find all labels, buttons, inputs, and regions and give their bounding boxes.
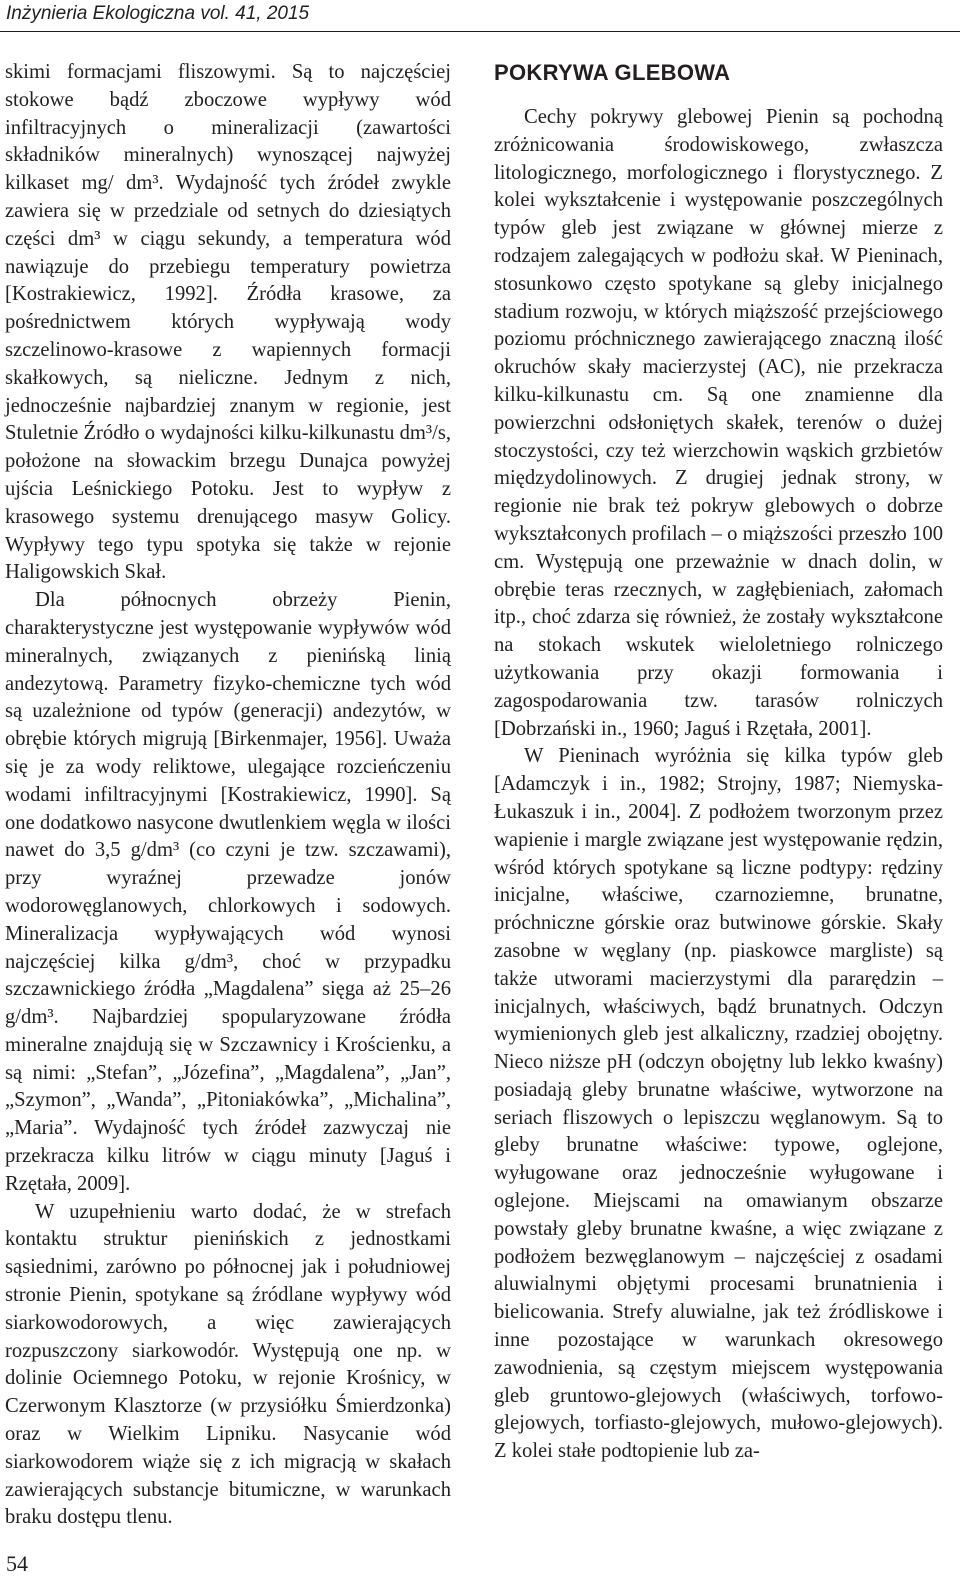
paragraph: W Pieninach wyróżnia się kilka typów gleb [Adamczyk i in., 1982; Strojny, 1987; Niemyska-Łukaszuk i in., 2004]. Z podłożem tworzonym przez wapienie i margle związane jest występowanie rędzin, wśród których spotykane są liczne podtypy: rędziny inicjalne, właściwe, czarnoziemne, brunatne, próchniczne górskie oraz butwinowe górskie. Skały zasobne w węglany (np. piaskowce margliste) są także utworami macierzystymi dla pararędzin – inicjalnych, właściwych, bądź brunatnych. Odczyn wymienionych gleb jest alkaliczny, rzadziej obojętny. Nieco niższe pH (odczyn obojętny lub lekko kwaśny) posiadają gleby brunatne właściwe, wytworzone na seriach fliszowych o lepiszczu węglanowym. Są to gleby brunatne właściwe: typowe, oglejone, wyługowane oraz jednocześnie wyługowane i oglejone. Miejscami na omawianym obszarze powstały gleby brunatne kwaśne, a więc związane z podłożem bezwęglanowym – najczęściej z osadami aluwialnymi objętymi procesami brunatnienia i bielicowania. Strefy aluwialne, jak też źródliskowe i inne pozostające w warunkach okresowego zawodnienia, są częstym miejscem występowania gleb gruntowo-glejowych (właściwych, torfowo-glejowych, torfiasto-glejowych, mułowo-glejowych). Z kolei stałe podtopienie lub za- — [494, 745, 943, 1463]
left-column — [5, 59, 451, 1532]
section-heading: POKRYWA GLEBOWA — [494, 60, 731, 85]
page-number: 54 — [6, 1551, 28, 1576]
header-rule — [0, 31, 960, 32]
running-header: Inżynieria Ekologiczna vol. 41, 2015 — [6, 3, 310, 24]
paragraph: W uzupełnieniu warto dodać, że w strefach kontaktu struktur pienińskich z jednostkami sąsiednimi, zarówno po północnej jak i południowej stronie Pienin, spotykane są źródlane wypływy wód siarkowodorowych, a więc zawierających rozpuszczony siarkowodór. Występują one np. w dolinie Ociemnego Potoku, w rejonie Krośnicy, w Czerwonym Klasztorze (w przysiółku Śmierdzonka) oraz w Wielkim Lipniku. Nasycanie wód siarkowodorem wiąże się z ich migracją w skałach zawierających substancje bitumiczne, w warunkach braku dostępu tlenu. — [5, 1200, 451, 1529]
paragraph: Cechy pokrywy glebowej Pienin są pochodną zróżnicowania środowiskowego, zwłaszcza litologicznego, morfologicznego i florystycznego. Z kolei wykształcenie i występowanie poszczególnych typów gleb jest związane w głównej mierze z rodzajem zalegających w podłożu skał. W Pieninach, stosunkowo często spotykane są gleby inicjalnego stadium rozwoju, w których miąższość przejściowego poziomu próchnicznego zawierającego znaczną ilość okruchów skały macierzystej (AC), nie przekracza kilku-kilkunastu cm. Są one znamienne dla powierzchni odsłoniętych skałek, terenów o dużej stoczystości, czy też wierzchowin wąskich grzbietów międzydolinowych. Z drugiej jednak strony, w regionie nie brak też pokryw glebowych o dobrze wykształconych profilach – o miąższości przeszło 100 cm. Występują one przeważnie w dnach dolin, w obrębie teras rzecznych, w zagłębieniach, załomach itp., choć zdarza się również, że zostały wykształcone na stokach wskutek wieloletniego rolniczego użytkowania przy okazji formowania i zagospodarowania tzw. tarasów rolniczych [Dobrzański in., 1960; Jaguś i Rzętała, 2001]. — [494, 106, 943, 740]
paragraph: skimi formacjami fliszowymi. Są to najczęściej stokowe bądź zboczowe wypływy wód infiltracyjnych o mineralizacji (zawartości składników mineralnych) wynoszącej najwyżej kilkaset mg/ dm³. Wydajność tych źródeł zwykle zawiera się w przedziale od setnych do dziesiątych części dm³ w ciągu sekundy, a temperatura wód nawiązuje do przebiegu temperatury powietrza [Kostrakiewicz, 1992]. Źródła krasowe, za pośrednictwem których wypływają wody szczelinowo-krasowe z wapiennych formacji skałkowych, są nieliczne. Jednym z nich, jednocześnie najbardziej znanym w regionie, jest Stuletnie Źródło o wydajności kilku-kilkunastu dm³/s, położone na słowackim brzegu Dunajca powyżej ujścia Leśnickiego Potoku. Jest to wypływ z krasowego systemu drenującego masyw Golicy. Wypływy tego typu spotyka się także w rejonie Haligowskich Skał. — [5, 61, 451, 584]
right-column — [494, 59, 943, 1466]
paragraph: Dla północnych obrzeży Pienin, charakterystyczne jest występowanie wypływów wód mineralnych, związanych z pienińską linią andezytową. Parametry fizyko-chemiczne tych wód są uzależnione od typów (generacji) andezytów, w obrębie których migrują [Birkenmajer, 1956]. Uważa się je za wody reliktowe, ulegające rozcieńczeniu wodami infiltracyjnymi [Kostrakiewicz, 1990]. Są one dodatkowo nasycone dwutlenkiem węgla w ilości nawet do 3,5 g/dm³ (co czyni je tzw. szczawami), przy wyraźnej przewadze jonów wodorowęglanowych, chlorkowych i sodowych. Mineralizacja wypływających wód wynosi najczęściej kilka g/dm³, choć w przypadku szczawnickiego źródła „Magdalena” sięga aż 25–26 g/dm³. Najbardziej spopularyzowane źródła mineralne znajdują się w Szczawnicy i Krościenku, a są nimi: „Stefan”, „Józefina”, „Magdalena”, „Jan”, „Szymon”, „Wanda”, „Pitoniakówka”, „Michalina”, „Maria”. Wydajność tych źródeł zazwyczaj nie przekracza kilku litrów w ciągu minuty [Jaguś i Rzętała, 2009]. — [5, 589, 451, 1195]
